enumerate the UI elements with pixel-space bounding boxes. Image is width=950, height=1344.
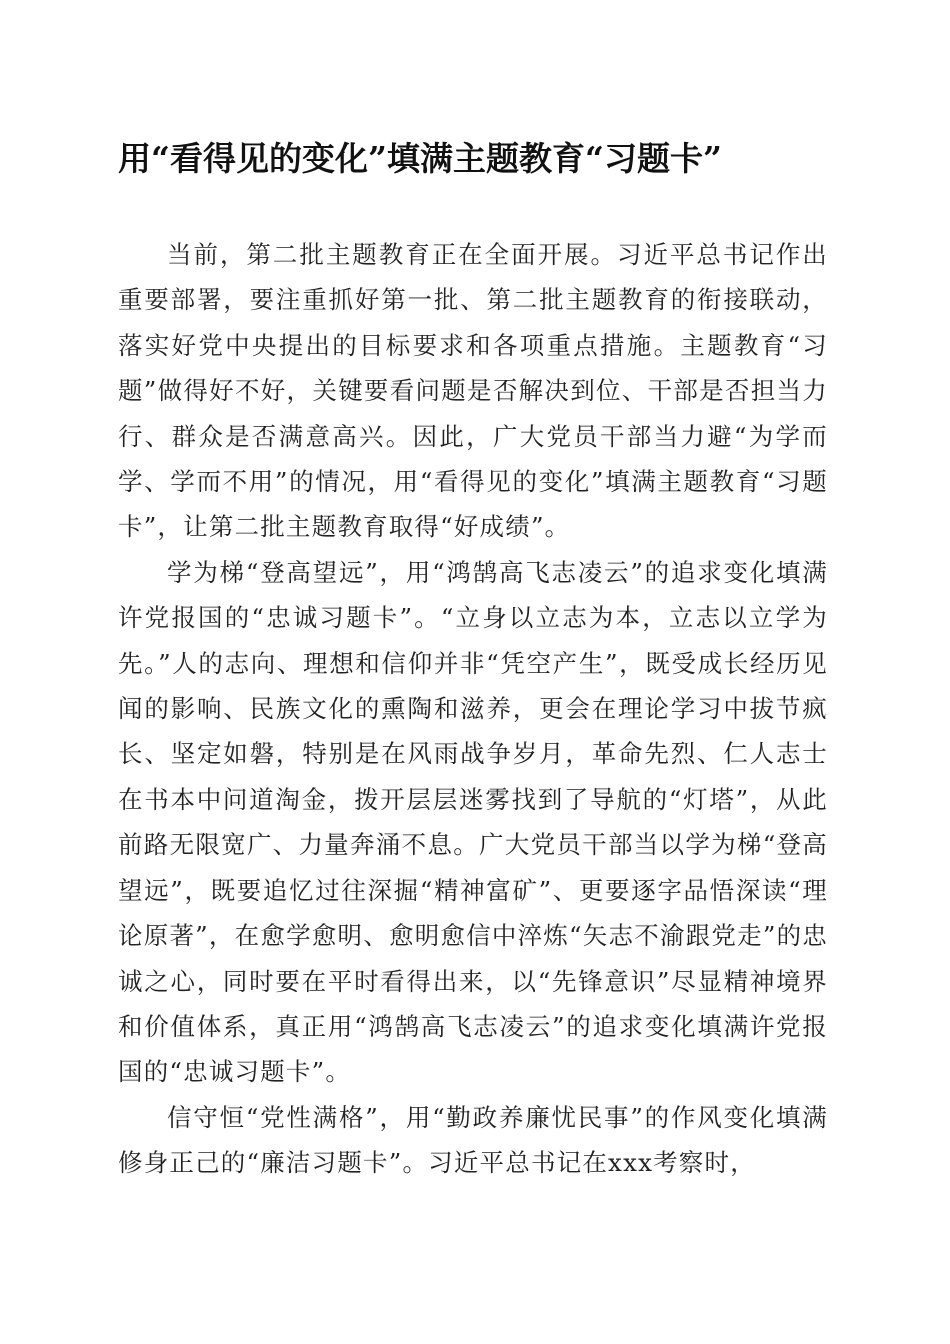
document-title: 用“看得见的变化”填满主题教育“习题卡”: [118, 139, 722, 178]
paragraph-1: 当前，第二批主题教育正在全面开展。习近平总书记作出重要部署，要注重抓好第一批、第二批主题教育的衔接联动，落实好党中央提出的目标要求和各项重点措施。主题教育“习题”做得好不好，关键要看问题是否解决到位、干部是否担当力行、群众是否满意高兴。因此，广大党员干部当力避“为学而学、学而不用”的情况，用“看得见的变化”填满主题教育“习题卡”，让第二批主题教育取得“好成绩”。: [118, 240, 828, 542]
document-body: [118, 232, 828, 1186]
paragraph-3: 信守恒“党性满格”，用“勤政养廉忧民事”的作风变化填满修身正己的“廉洁习题卡”。习近平总书记在xxx考察时，: [118, 1102, 828, 1178]
paragraph-2: 学为梯“登高望远”，用“鸿鹄高飞志凌云”的追求变化填满许党报国的“忠诚习题卡”。“立身以立志为本，立志以立学为先。”人的志向、理想和信仰并非“凭空产生”，既受成长经历见闻的影响、民族文化的熏陶和滋养，更会在理论学习中拔节疯长、坚定如磐，特别是在风雨战争岁月，革命先烈、仁人志士在书本中问道淘金，拨开层层迷雾找到了导航的“灯塔”，从此前路无限宽广、力量奔涌不息。广大党员干部当以学为梯“登高望远”，既要追忆过往深掘“精神富矿”、更要逐字品悟深读“理论原著”，在愈学愈明、愈明愈信中淬炼“矢志不渝跟党走”的忠诚之心，同时要在平时看得出来，以“先锋意识”尽显精神境界和价值体系，真正用“鸿鹄高飞志凌云”的追求变化填满许党报国的“忠诚习题卡”。: [118, 557, 828, 1087]
